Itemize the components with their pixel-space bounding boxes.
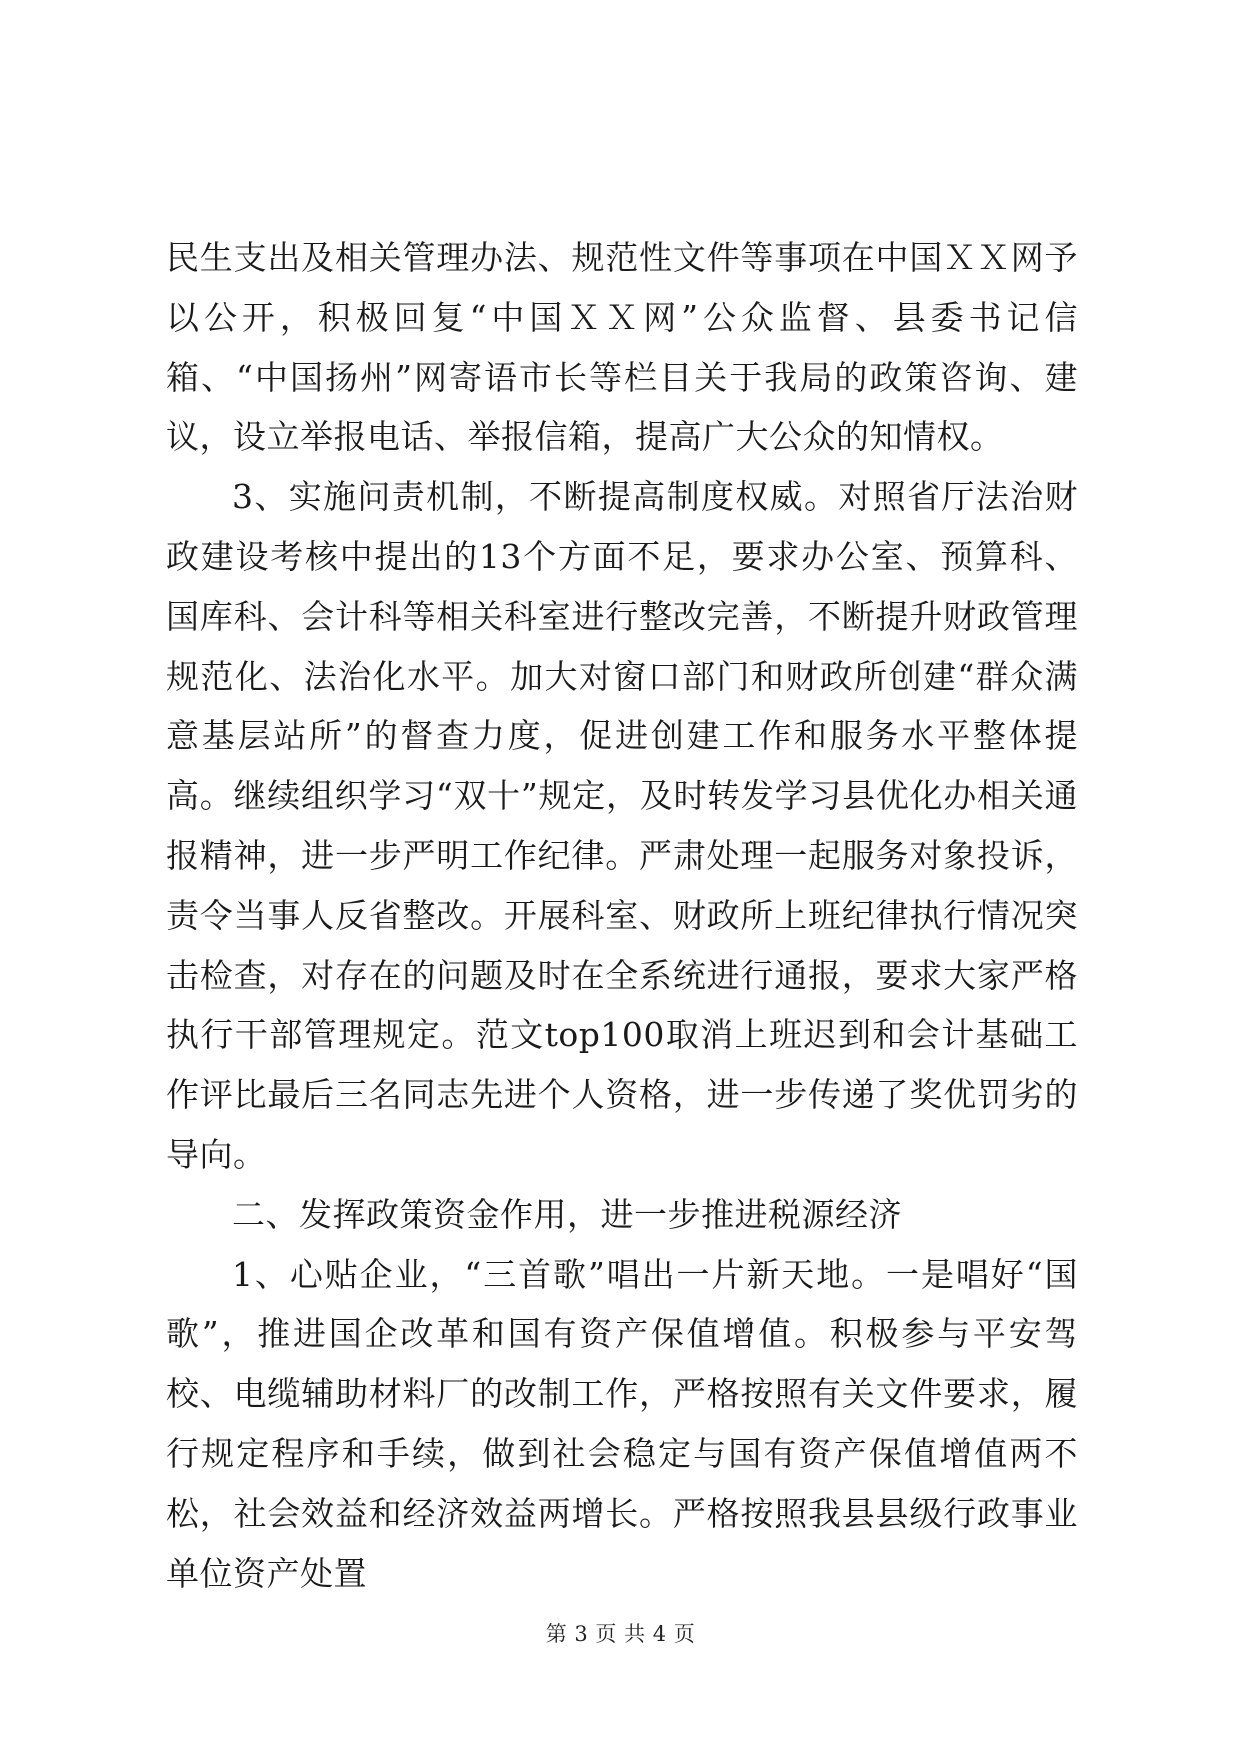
page-footer: 第 3 页 共 4 页: [545, 1622, 696, 1646]
paragraph-enterprise: 1、心贴企业，“三首歌”唱出一片新天地。一是唱好“国歌”，推进国企改革和国有资产保值增值。积极参与平安驾校、电缆辅助材料厂的改制工作，严格按照有关文件要求，履行规定程序和手续，做到社会稳定与国有资产保值增值两不松，社会效益和经济效益两增长。严格按照我县县级行政事业单位资产处置: [166, 1254, 1078, 1593]
paragraph-accountability: 3、实施问责机制，不断提高制度权威。对照省厅法治财政建设考核中提出的13个方面不足，要求办公室、预算科、国库科、会计科等相关科室进行整改完善，不断提升财政管理规范化、法治化水平。加大对窗口部门和财政所创建“群众满意基层站所”的督查力度，促进创建工作和服务水平整体提高。继续组织学习“双十”规定，及时转发学习县优化办相关通报精神，进一步严明工作纪律。严肃处理一起服务对象投诉，责令当事人反省整改。开展科室、财政所上班纪律执行情况突击检查，对存在的问题及时在全系统进行通报，要求大家严格执行干部管理规定。范文top100取消上班迟到和会计基础工作评比最后三名同志先进个人资格，进一步传递了奖优罚劣的导向。: [166, 477, 1078, 1174]
paragraph-disclosure: 民生支出及相关管理办法、规范性文件等事项在中国ＸＸ网予以公开，积极回复“中国ＸＸ网”公众监督、县委书记信箱、“中国扬州”网寄语市长等栏目关于我局的政策咨询、建议，设立举报电话、举报信箱，提高广大公众的知情权。: [166, 238, 1078, 457]
document-body: [166, 228, 1078, 1603]
section-heading-policy-funds: 二、发挥政策资金作用，进一步推进税源经济: [232, 1194, 902, 1234]
